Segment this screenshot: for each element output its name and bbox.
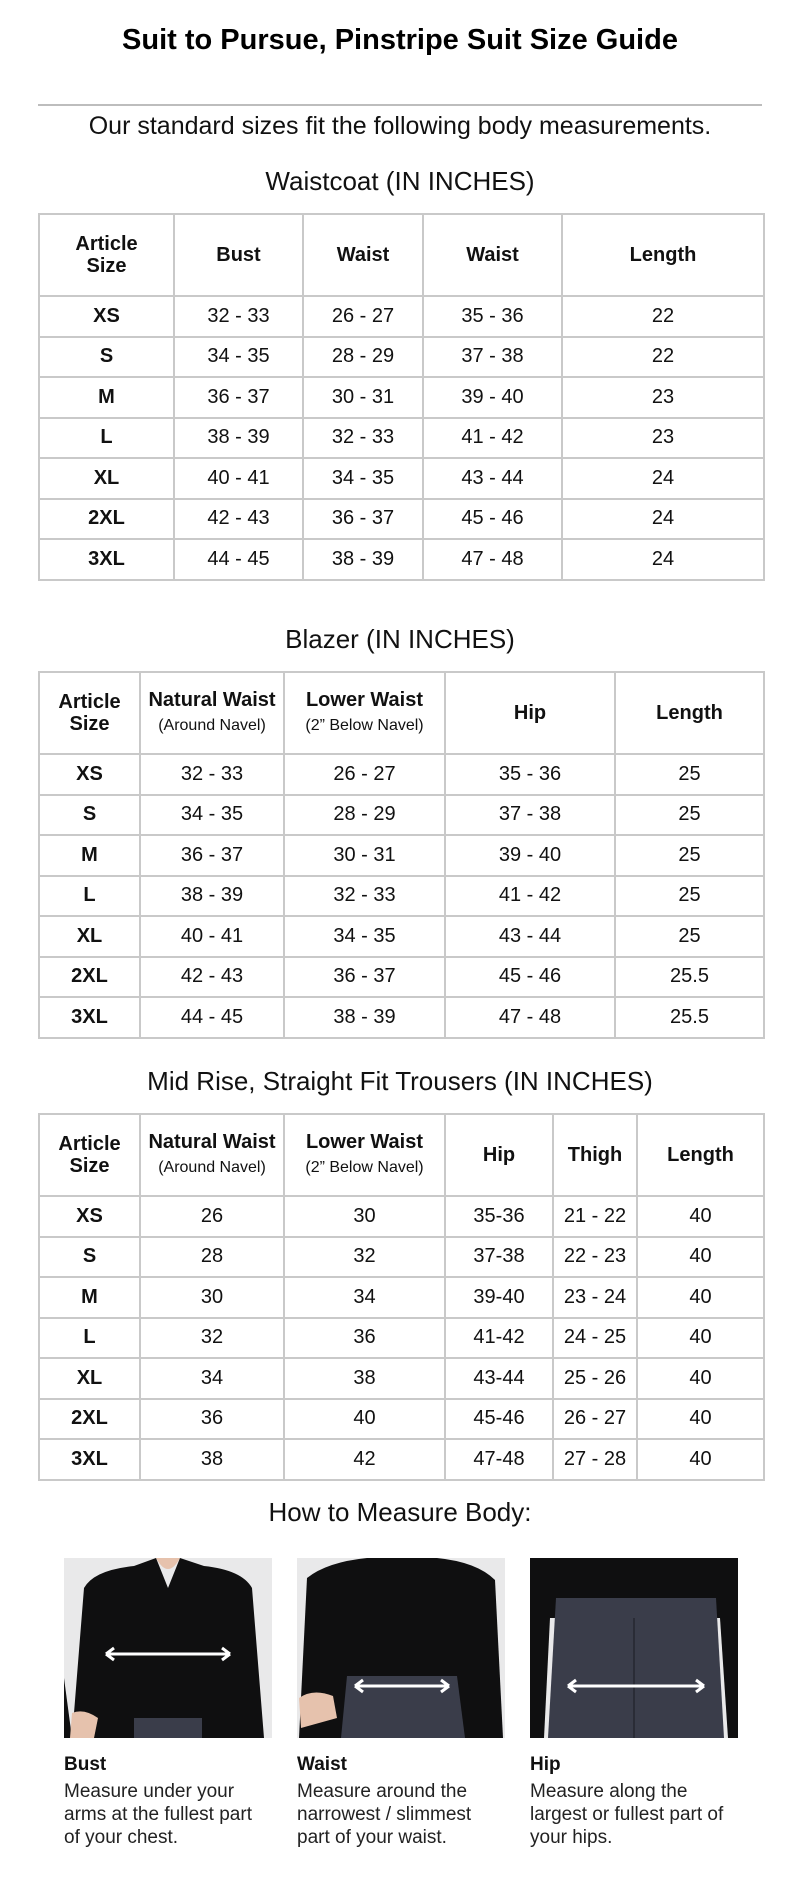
bust-card-title: Bust — [64, 1754, 107, 1775]
column-header — [637, 1114, 764, 1196]
measurement-cell: 42 — [284, 1439, 445, 1480]
column-header-label: Article Size — [58, 691, 121, 735]
column-header — [39, 672, 140, 754]
measurement-cell: 47-48 — [445, 1439, 553, 1480]
measurement-cell: 36 — [284, 1318, 445, 1359]
bust-measure-photo — [64, 1558, 272, 1738]
measurement-cell: 44 - 45 — [140, 997, 284, 1038]
table-row — [39, 539, 764, 580]
measurement-cell: 24 — [562, 458, 764, 499]
measurement-cell: 25.5 — [615, 957, 764, 998]
measurement-cell: 36 - 37 — [140, 835, 284, 876]
table-header-row — [39, 672, 764, 754]
measurement-cell: 26 - 27 — [284, 754, 445, 795]
column-header-note: (2” Below Navel) — [305, 1159, 424, 1176]
column-header — [423, 214, 562, 296]
measurement-cell: 38 - 39 — [140, 876, 284, 917]
measurement-cell: 37 - 38 — [445, 795, 615, 836]
hip-card — [530, 1558, 738, 1849]
column-header — [615, 672, 764, 754]
measurement-cell: 25 — [615, 916, 764, 957]
column-header-label: Length — [667, 1144, 734, 1166]
column-header-label: Article Size — [75, 233, 138, 277]
column-header-note: (2” Below Navel) — [305, 717, 424, 734]
measurement-cell: 30 — [140, 1277, 284, 1318]
measurement-cell: 40 - 41 — [174, 458, 303, 499]
table-row — [39, 337, 764, 378]
measurement-cell: 38 - 39 — [303, 539, 423, 580]
measurement-cell: 26 — [140, 1196, 284, 1237]
measurement-cell: 30 - 31 — [284, 835, 445, 876]
measurement-cell: 40 — [637, 1196, 764, 1237]
measurement-cell: 32 — [284, 1237, 445, 1278]
measurement-cell: 25 - 26 — [553, 1358, 637, 1399]
column-header — [284, 1114, 445, 1196]
measurement-cell: 25 — [615, 754, 764, 795]
table-row — [39, 1277, 764, 1318]
measurement-cell: 42 - 43 — [140, 957, 284, 998]
measurement-cell: 34 - 35 — [140, 795, 284, 836]
measurement-cell: 35-36 — [445, 1196, 553, 1237]
size-cell: 3XL — [39, 539, 174, 580]
measurement-cell: 28 - 29 — [303, 337, 423, 378]
bust-card — [64, 1558, 272, 1849]
column-header-label: Natural Waist — [148, 689, 276, 711]
table-row — [39, 499, 764, 540]
measurement-cell: 40 - 41 — [140, 916, 284, 957]
waistcoat-table-body — [39, 214, 764, 580]
size-cell: XL — [39, 458, 174, 499]
measurement-cell: 38 - 39 — [174, 418, 303, 459]
measurement-cell: 23 - 24 — [553, 1277, 637, 1318]
title-divider — [38, 104, 762, 106]
measurement-cell: 23 — [562, 418, 764, 459]
measurement-cell: 30 — [284, 1196, 445, 1237]
size-cell: XL — [39, 1358, 140, 1399]
column-header — [562, 214, 764, 296]
column-header-label: Article Size — [58, 1133, 121, 1177]
column-header-label: Hip — [482, 1144, 516, 1166]
column-header-note: (Around Navel) — [158, 1159, 266, 1176]
size-cell: M — [39, 1277, 140, 1318]
column-header-label: Length — [629, 244, 697, 266]
size-cell: 2XL — [39, 1399, 140, 1440]
trousers-table — [38, 1113, 765, 1481]
measurement-cell: 47 - 48 — [445, 997, 615, 1038]
table-header-row — [39, 1114, 764, 1196]
column-header-label: Waist — [336, 244, 390, 266]
column-header — [174, 214, 303, 296]
table-row — [39, 754, 764, 795]
size-cell: XL — [39, 916, 140, 957]
size-cell: S — [39, 337, 174, 378]
column-header — [445, 672, 615, 754]
measurement-cell: 40 — [637, 1439, 764, 1480]
table-row — [39, 1318, 764, 1359]
column-header-label: Thigh — [567, 1144, 623, 1166]
measurement-cell: 32 - 33 — [303, 418, 423, 459]
measurement-cell: 34 - 35 — [174, 337, 303, 378]
table-row — [39, 1439, 764, 1480]
measurement-cell: 43 - 44 — [423, 458, 562, 499]
waistcoat-heading: Waistcoat (IN INCHES) — [265, 166, 535, 196]
trousers-heading: Mid Rise, Straight Fit Trousers (IN INCHES) — [147, 1066, 653, 1096]
measurement-cell: 43-44 — [445, 1358, 553, 1399]
column-header — [303, 214, 423, 296]
waist-card — [297, 1558, 505, 1849]
column-header-label: Length — [656, 702, 723, 724]
column-header — [140, 672, 284, 754]
hip-measure-photo — [530, 1558, 738, 1738]
waist-card-title: Waist — [297, 1754, 347, 1775]
column-header-label: Lower Waist — [305, 1131, 424, 1153]
hip-card-title: Hip — [530, 1754, 561, 1775]
size-cell: 3XL — [39, 997, 140, 1038]
size-cell: 3XL — [39, 1439, 140, 1480]
table-header-row — [39, 214, 764, 296]
measurement-cell: 36 - 37 — [284, 957, 445, 998]
measurement-cell: 41 - 42 — [445, 876, 615, 917]
column-header — [553, 1114, 637, 1196]
column-header — [39, 1114, 140, 1196]
measurement-cell: 45-46 — [445, 1399, 553, 1440]
size-cell: M — [39, 377, 174, 418]
hip-card-text: Measure along the largest or fullest part of your hips. — [530, 1781, 724, 1848]
measurement-cell: 47 - 48 — [423, 539, 562, 580]
page-subtitle: Our standard sizes fit the following body measurements. — [88, 112, 712, 140]
measurement-cell: 40 — [637, 1277, 764, 1318]
table-row — [39, 1237, 764, 1278]
blazer-table-body — [39, 672, 764, 1038]
measurement-cell: 25.5 — [615, 997, 764, 1038]
measurement-cell: 24 - 25 — [553, 1318, 637, 1359]
column-header-label: Waist — [466, 244, 519, 266]
blazer-table — [38, 671, 765, 1039]
measurement-cell: 34 — [140, 1358, 284, 1399]
table-row — [39, 957, 764, 998]
size-cell: M — [39, 835, 140, 876]
measurement-cell: 32 - 33 — [174, 296, 303, 337]
size-cell: L — [39, 1318, 140, 1359]
table-row — [39, 795, 764, 836]
column-header-label: Natural Waist — [148, 1131, 276, 1153]
column-header — [284, 672, 445, 754]
size-cell: XS — [39, 296, 174, 337]
measurement-cell: 32 — [140, 1318, 284, 1359]
measurement-cell: 35 - 36 — [445, 754, 615, 795]
table-row — [39, 458, 764, 499]
measurement-cell: 43 - 44 — [445, 916, 615, 957]
measurement-cell: 26 - 27 — [303, 296, 423, 337]
column-header — [39, 214, 174, 296]
measurement-cell: 24 — [562, 539, 764, 580]
size-cell: XS — [39, 1196, 140, 1237]
bust-card-text: Measure under your arms at the fullest part of your chest. — [64, 1781, 252, 1848]
measurement-cell: 25 — [615, 876, 764, 917]
measurement-cell: 38 - 39 — [284, 997, 445, 1038]
measurement-cell: 24 — [562, 499, 764, 540]
measurement-cell: 38 — [284, 1358, 445, 1399]
column-header-note: (Around Navel) — [158, 717, 266, 734]
measurement-cell: 44 - 45 — [174, 539, 303, 580]
size-cell: L — [39, 418, 174, 459]
size-cell: 2XL — [39, 957, 140, 998]
measurement-cell: 21 - 22 — [553, 1196, 637, 1237]
column-header — [445, 1114, 553, 1196]
blazer-heading: Blazer (IN INCHES) — [285, 624, 515, 654]
column-header-label: Bust — [216, 244, 261, 266]
measurement-cell: 41 - 42 — [423, 418, 562, 459]
measurement-cell: 35 - 36 — [423, 296, 562, 337]
measurement-cell: 40 — [637, 1358, 764, 1399]
measurement-cell: 23 — [562, 377, 764, 418]
waist-measure-photo — [297, 1558, 505, 1738]
table-row — [39, 296, 764, 337]
measurement-cell: 45 - 46 — [423, 499, 562, 540]
waist-card-text: Measure around the narrowest / slimmest part of your waist. — [297, 1781, 472, 1848]
measurement-cell: 28 — [140, 1237, 284, 1278]
table-row — [39, 997, 764, 1038]
trousers-table-body — [39, 1114, 764, 1480]
measurement-cell: 37 - 38 — [423, 337, 562, 378]
measurement-cell: 25 — [615, 835, 764, 876]
waistcoat-table — [38, 213, 765, 581]
column-header-label: Hip — [513, 702, 547, 724]
measurement-cell: 36 — [140, 1399, 284, 1440]
measurement-cell: 40 — [284, 1399, 445, 1440]
measurement-cell: 36 - 37 — [174, 377, 303, 418]
table-row — [39, 1196, 764, 1237]
measurement-cell: 41-42 — [445, 1318, 553, 1359]
measurement-cell: 39 - 40 — [423, 377, 562, 418]
measurement-cell: 38 — [140, 1439, 284, 1480]
column-header-label: Lower Waist — [305, 689, 424, 711]
measurement-cell: 40 — [637, 1237, 764, 1278]
page-title: Suit to Pursue, Pinstripe Suit Size Guide — [122, 24, 678, 56]
size-cell: S — [39, 1237, 140, 1278]
size-cell: 2XL — [39, 499, 174, 540]
table-row — [39, 1358, 764, 1399]
size-cell: L — [39, 876, 140, 917]
measurement-cell: 42 - 43 — [174, 499, 303, 540]
measurement-cell: 30 - 31 — [303, 377, 423, 418]
measurement-cell: 36 - 37 — [303, 499, 423, 540]
measurement-cell: 34 - 35 — [303, 458, 423, 499]
size-cell: S — [39, 795, 140, 836]
measurement-cell: 22 — [562, 337, 764, 378]
measurement-cell: 28 - 29 — [284, 795, 445, 836]
measurement-cell: 22 - 23 — [553, 1237, 637, 1278]
table-row — [39, 418, 764, 459]
size-cell: XS — [39, 754, 140, 795]
measurement-cell: 39-40 — [445, 1277, 553, 1318]
measurement-cell: 32 - 33 — [284, 876, 445, 917]
measurement-cell: 37-38 — [445, 1237, 553, 1278]
measurement-cell: 27 - 28 — [553, 1439, 637, 1480]
measurement-cell: 45 - 46 — [445, 957, 615, 998]
table-row — [39, 835, 764, 876]
measurement-cell: 40 — [637, 1318, 764, 1359]
measurement-cell: 34 - 35 — [284, 916, 445, 957]
table-row — [39, 876, 764, 917]
measurement-cell: 26 - 27 — [553, 1399, 637, 1440]
table-row — [39, 1399, 764, 1440]
measurement-cell: 25 — [615, 795, 764, 836]
measurement-cell: 40 — [637, 1399, 764, 1440]
measurement-cell: 22 — [562, 296, 764, 337]
how-to-measure-heading: How to Measure Body: — [268, 1497, 532, 1527]
table-row — [39, 916, 764, 957]
measurement-cell: 34 — [284, 1277, 445, 1318]
table-row — [39, 377, 764, 418]
measurement-cell: 39 - 40 — [445, 835, 615, 876]
column-header — [140, 1114, 284, 1196]
measurement-cell: 32 - 33 — [140, 754, 284, 795]
